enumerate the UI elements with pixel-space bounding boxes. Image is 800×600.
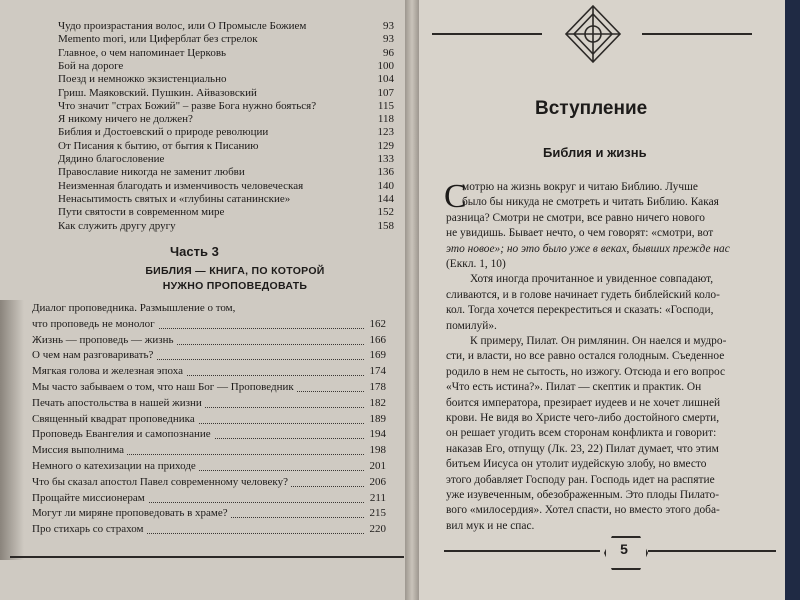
toc-entry (32, 492, 386, 505)
toc-entry-page: 144 (377, 192, 394, 205)
toc-entry-title: Диалог проповедника. Размышление о том, (32, 302, 238, 315)
toc-entry-title: От Писания к бытию, от бытия к Писанию (58, 139, 259, 152)
subchapter-title: Библия и жизнь (543, 145, 647, 160)
toc-entry-title: что проповедь не монолог (32, 318, 158, 331)
toc-entry-title: Гриш. Маяковский. Пушкин. Айвазовский (58, 86, 257, 99)
toc-entry (32, 476, 386, 489)
toc-entry-page: 115 (377, 99, 394, 112)
body-line: было бы никуда не смотреть и читать Библию. Какая (462, 196, 719, 209)
book-cover-edge (785, 0, 800, 600)
toc-entry (58, 220, 394, 233)
toc-entry (32, 507, 386, 520)
toc-entry (32, 302, 386, 315)
body-line: наказав Его, отпущу (Лк. 23, 22) Пилат думает, что этим (446, 442, 719, 455)
header-rule-right (642, 33, 752, 35)
toc-entry-page: 189 (369, 412, 386, 425)
part-title: Часть 3 (170, 244, 219, 259)
toc-entry (58, 60, 394, 73)
toc-entry-title: Memento mori, или Циферблат без стрелок (58, 33, 258, 46)
toc-entry-page: 136 (377, 166, 394, 179)
body-line: этого добавляет Господу ран. Господь идет на распятие (446, 473, 715, 486)
toc-entry (32, 428, 386, 441)
toc-entry-page: 158 (377, 219, 394, 232)
toc-entry-title: Поезд и немножко экзистенциально (58, 73, 227, 86)
toc-entry-page: 123 (377, 126, 394, 139)
part-subtitle-line1: БИБЛИЯ — КНИГА, ПО КОТОРОЙ (145, 265, 325, 277)
toc-entry-page: 140 (377, 179, 394, 192)
body-line: мотрю на жизнь вокруг и читаю Библию. Лучше (462, 181, 698, 193)
toc-entry-title: Пути святости в современном мире (58, 206, 225, 219)
toc-entry-title: Библия и Достоевский о природе революции (58, 126, 269, 139)
body-line: битьем Иисуса он утолит иудейскую злобу, но вместо (446, 458, 707, 471)
toc-entry-page: 96 (383, 46, 394, 59)
toc-entry (58, 140, 394, 153)
body-line: крови. Не видя во Христе чего-либо достойного смерти, (446, 412, 720, 424)
toc-entry-title: Могут ли миряне проповедовать в храме? (32, 507, 231, 520)
thumb-shadow (0, 300, 24, 560)
body-line: сливаются, и в голове начинает гудеть библейский коло- (446, 288, 720, 301)
toc-entry-page: 162 (369, 317, 386, 330)
toc-entry-page: 104 (377, 73, 394, 86)
toc-entry (32, 397, 386, 410)
toc-entry-page: 182 (369, 396, 386, 409)
toc-entry (32, 460, 386, 473)
toc-entry (58, 153, 394, 166)
toc-entry (32, 334, 386, 347)
toc-entry-page: 215 (369, 507, 386, 520)
toc-entry-page: 152 (377, 206, 394, 219)
toc-entry (32, 349, 386, 362)
body-line: это новое»; но это было уже в веках, бывших прежде нас (446, 242, 730, 255)
toc-entry (32, 365, 386, 378)
body-line: сти, и власти, но все равно остался голодным. Съеденное (446, 350, 725, 363)
body-line: Хотя иногда прочитанное и увиденное совпадают, (470, 273, 714, 286)
toc-entry-title: Что бы сказал апостол Павел современному человеку? (32, 476, 291, 489)
body-line: (Еккл. 1, 10) (446, 258, 506, 270)
body-line: разница? Смотри не смотри, все равно ничего нового (446, 211, 705, 224)
ornament-icon (556, 2, 630, 66)
toc-entry-title: Православие никогда не заменит любви (58, 166, 245, 179)
toc-entry (58, 206, 394, 219)
toc-entry-page: 194 (369, 428, 386, 441)
toc-entry-page: 178 (369, 381, 386, 393)
toc-entry-page: 129 (377, 139, 394, 152)
toc-entry (58, 193, 394, 206)
footer-rule-right (648, 550, 776, 552)
body-line: помилуй». (446, 319, 497, 332)
toc-entry (58, 180, 394, 193)
body-line: вил мук и не спас. (446, 519, 535, 532)
part-subtitle-line2: НУЖНО ПРОПОВЕДОВАТЬ (162, 280, 308, 292)
toc-entry-page: 211 (369, 491, 386, 504)
toc-entry-title: Дядино благословение (58, 153, 165, 165)
toc-entry-title: Бой на дороге (58, 59, 124, 72)
toc-entry-title: Проповедь Евангелия и самопознание (32, 428, 214, 441)
toc-entry (58, 100, 394, 113)
toc-entry-title: Печать апостольства в нашей жизни (32, 397, 205, 410)
toc-entry-page: 166 (369, 333, 386, 346)
toc-entry-title: Мы часто забываем о том, что наш Бог — Проповедник (32, 381, 297, 394)
toc-entry-page: 133 (377, 153, 394, 165)
toc-entry-title: О чем нам разговаривать? (32, 349, 156, 362)
toc-entry (58, 33, 394, 46)
page-number: 5 (620, 541, 628, 557)
toc-entry-title: Немного о катехизации на приходе (32, 460, 199, 473)
toc-entry (58, 126, 394, 139)
toc-entry-title: Главное, о чем напоминает Церковь (58, 46, 227, 59)
toc-entry (32, 444, 386, 457)
toc-entry-title: Прощайте миссионерам (32, 492, 148, 505)
toc-entry (58, 20, 394, 33)
toc-entry (32, 523, 386, 536)
toc-entry (32, 413, 386, 426)
body-line: не увидишь. Бывает нечто, о чем говорят: «смотри, вот (446, 227, 714, 240)
toc-entry (58, 87, 394, 100)
body-line: К примеру, Пилат. Он римлянин. Он наелся и мудро- (470, 335, 727, 347)
toc-entry-title: Миссия выполнима (32, 444, 127, 457)
body-line: кол. Тогда хочется перекреститься и сказать: «Господи, (446, 304, 714, 317)
toc-entry-page: 118 (377, 113, 394, 126)
toc-entry (32, 381, 386, 394)
header-rule-left (432, 33, 542, 35)
toc-entry (58, 47, 394, 60)
toc-entry-page: 93 (383, 20, 394, 32)
toc-entry-title: Чудо произрастания волос, или О Промысле Божием (58, 20, 307, 32)
toc-entry-page: 220 (369, 523, 386, 536)
toc-entry-title: Что значит "страх Божий" – разве Бога нужно бояться? (58, 99, 317, 112)
body-line: он решает угодить всем сторонам конфликта и говорит: (446, 427, 717, 440)
footer-rule-left (444, 550, 600, 552)
toc-entry-title: Как служить другу другу (58, 219, 176, 232)
toc-entry (58, 73, 394, 86)
toc-entry-title: Мягкая голова и железная эпоха (32, 365, 186, 378)
body-line: родило в нем не сытость, но изжогу. Отсюда и его вопрос (446, 365, 726, 378)
drop-cap: С (444, 178, 467, 215)
toc-entry-title: Я никому ничего не должен? (58, 113, 193, 126)
toc-entry-title: Священный квадрат проповедника (32, 413, 198, 426)
toc-entry-page: 169 (369, 349, 386, 362)
toc-entry-title: Жизнь — проповедь — жизнь (32, 334, 176, 347)
body-line: уже изувеченным, обезображенным. Это плоды Пилато- (446, 489, 719, 501)
toc-entry-title: Неизменная благодать и изменчивость человеческая (58, 179, 304, 192)
toc-entry-page: 100 (377, 59, 394, 72)
body-line: боится императора, презирает иудеев и не хочет лишней (446, 396, 721, 409)
toc-entry-title: Про стихарь со страхом (32, 523, 146, 536)
book-spine (405, 0, 419, 600)
toc-entry-title: Ненасытимость святых и «глубины сатанинские» (58, 192, 291, 205)
toc-entry-page: 206 (369, 475, 386, 488)
body-line: вого «милосердия». Хотел спасти, но вместо этого доба- (446, 504, 720, 517)
chapter-title: Вступление (535, 98, 648, 119)
toc-entry (58, 166, 394, 179)
toc-entry (32, 318, 386, 331)
toc-entry-page: 174 (369, 365, 386, 378)
left-bottom-rule (10, 556, 404, 558)
toc-entry-page: 93 (383, 33, 394, 46)
toc-entry-page: 107 (377, 86, 394, 99)
toc-entry (58, 113, 394, 126)
body-line: «Что есть истина?». Пилат — скептик и практик. Он (446, 381, 702, 394)
toc-entry-page: 201 (369, 460, 386, 472)
toc-entry-page: 198 (369, 444, 386, 457)
